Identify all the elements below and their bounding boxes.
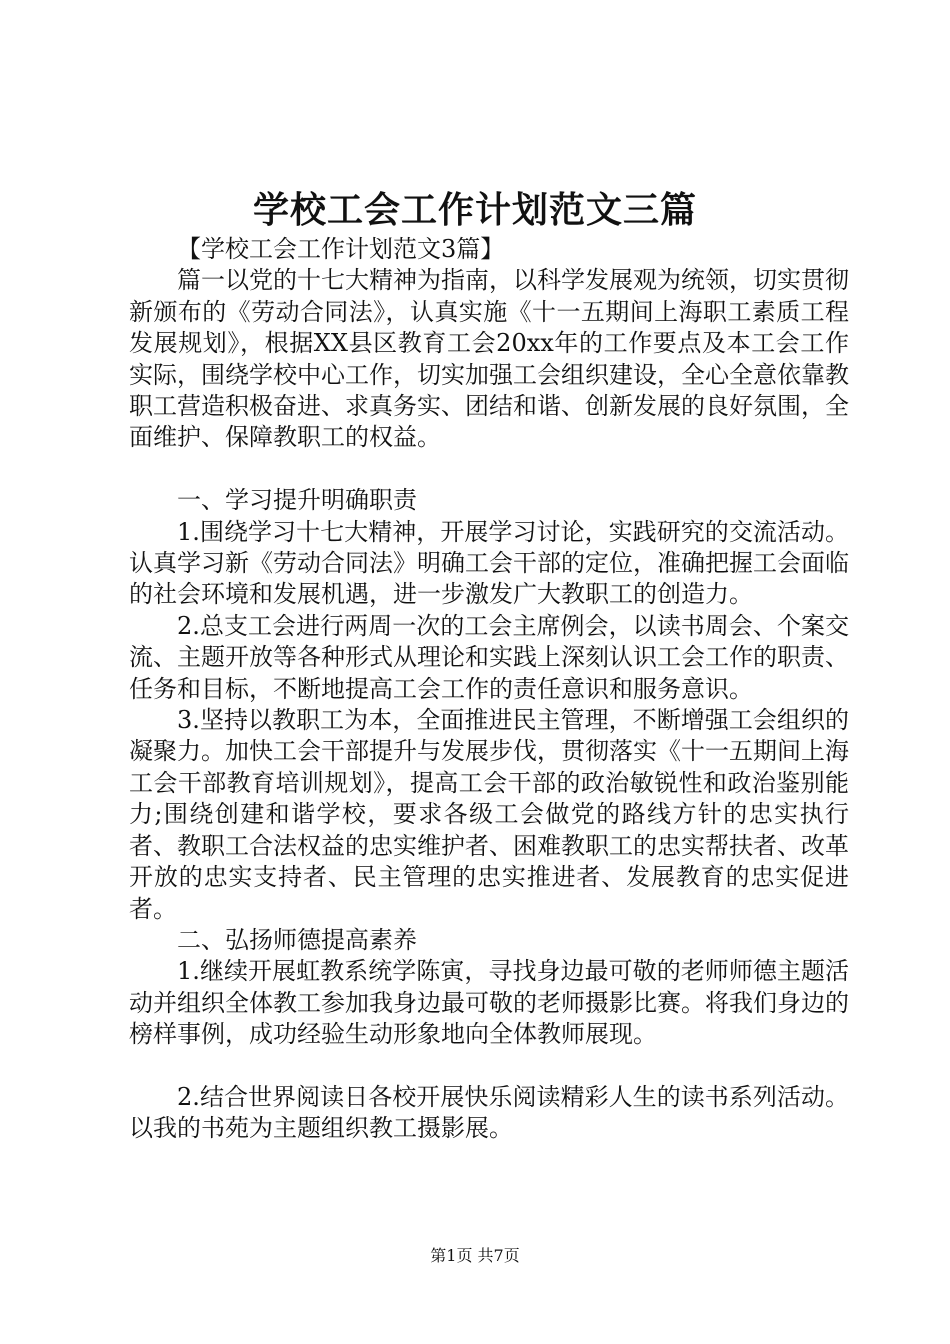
page-title: 学校工会工作计划范文三篇 xyxy=(252,189,697,231)
blank-line xyxy=(129,454,849,485)
intro-paragraph: 篇一以党的十七大精神为指南，以科学发展观为统领，切实贯彻新颁布的《劳动合同法》，认真实施《十一五期间上海职工素质工程发展规划》，根据XX县区教育工会20xx年的工作要点及本工会工作实际，围绕学校中心工作，切实加强工会组织建设，全心全意依靠教职工营造积极奋进、求真务实、团结和谐、创新发展的良好氛围，全面维护、保障教职工的权益。 xyxy=(129,266,849,452)
paragraph-2-2: 2.结合世界阅读日各校开展快乐阅读精彩人生的读书系列活动。以我的书苑为主题组织教工摄影展。 xyxy=(129,1082,849,1143)
paragraph-1-1: 1.围绕学习十七大精神，开展学习讨论，实践研究的交流活动。认真学习新《劳动合同法》明确工会干部的定位，准确把握工会面临的社会环境和发展机遇，进一步激发广大教职工的创造力。 xyxy=(129,517,849,609)
section-heading-2: 二、弘扬师德提高素养 xyxy=(177,925,417,954)
section-heading-1: 一、学习提升明确职责 xyxy=(177,486,417,515)
paragraph-1-2: 2.总支工会进行两周一次的工会主席例会，以读书周会、个案交流、主题开放等各种形式从理论和实践上深刻认识工会工作的职责、任务和目标，不断地提高工会工作的责任意识和服务意识。 xyxy=(129,611,849,703)
section-label: 【学校工会工作计划范文3篇】 xyxy=(177,235,505,263)
paragraph-1-3: 3.坚持以教职工为本，全面推进民主管理，不断增强工会组织的凝聚力。加快工会干部提升与发展步伐，贯彻落实《十一五期间上海工会干部教育培训规划》，提高工会干部的政治敏锐性和政治鉴别能力;围绕创建和谐学校，要求各级工会做党的路线方针的忠实执行者、教职工合法权益的忠实维护者、困难教职工的忠实帮扶者、改革开放的忠实支持者、民主管理的忠实推进者、发展教育的忠实促进者。 xyxy=(129,706,849,923)
document-body xyxy=(129,234,849,1145)
blank-line xyxy=(129,1051,849,1082)
page-footer: 第1页 共7页 xyxy=(430,1246,520,1265)
paragraph-2-1: 1.继续开展虹教系统学陈寅，寻找身边最可敬的老师师德主题活动并组织全体教工参加我身边最可敬的老师摄影比赛。将我们身边的榜样事例，成功经验生动形象地向全体教师展现。 xyxy=(129,957,849,1049)
